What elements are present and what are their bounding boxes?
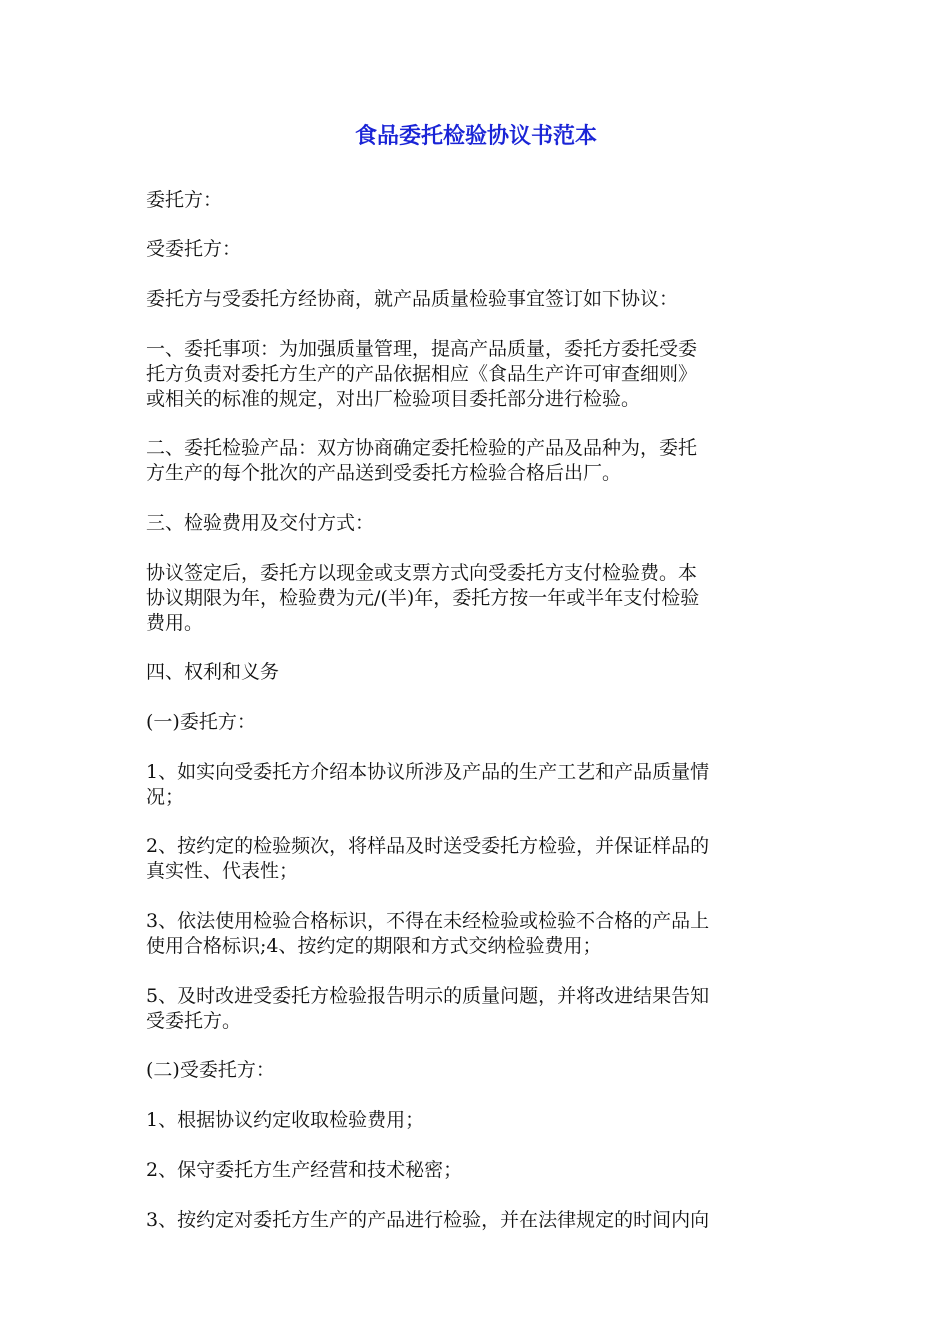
paragraph-trustee-heading: (二)受委托方： [146,1059,275,1081]
paragraph-fee-terms: 协议签定后，委托方以现金或支票方式向受委托方支付检验费。本 协议期限为年，检验费为元/(半)年，委托方按一年或半年支付检验 费用。 [146,562,700,634]
paragraph-trustee: 受委托方： [146,238,242,260]
paragraph-client: 委托方： [146,189,223,211]
paragraph-section-3: 三、检验费用及交付方式： [146,512,375,534]
paragraph-client-heading: (一)委托方： [146,711,256,733]
paragraph-trustee-duty-2: 2、保守委托方生产经营和技术秘密； [146,1159,463,1181]
paragraph-client-duty-3-4: 3、依法使用检验合格标识，不得在未经检验或检验不合格的产品上 使用合格标识;4、按约定的期限和方式交纳检验费用； [146,910,710,957]
paragraph-trustee-duty-3: 3、按约定对委托方生产的产品进行检验，并在法律规定的时间内向 [146,1209,710,1231]
paragraph-intro: 委托方与受委托方经协商，就产品质量检验事宜签订如下协议： [146,288,679,310]
paragraph-client-duty-1: 1、如实向受委托方介绍本协议所涉及产品的生产工艺和产品质量情 况； [146,761,710,808]
paragraph-client-duty-2: 2、按约定的检验频次，将样品及时送受委托方检验，并保证样品的 真实性、代表性； [146,835,710,882]
paragraph-section-1: 一、委托事项：为加强质量管理，提高产品质量，委托方委托受委 托方负责对委托方生产的产品依据相应《食品生产许可审查细则》 或相关的标准的规定，对出厂检验项目委托部分进行检验。 [146,338,698,410]
paragraph-trustee-duty-1: 1、根据协议约定收取检验费用； [146,1109,425,1131]
paragraph-section-4: 四、权利和义务 [146,661,280,683]
document-title: 食品委托检验协议书范本 [354,124,597,149]
paragraph-section-2: 二、委托检验产品：双方协商确定委托检验的产品及品种为，委托 方生产的每个批次的产品送到受委托方检验合格后出厂。 [146,437,698,484]
paragraph-client-duty-5: 5、及时改进受委托方检验报告明示的质量问题，并将改进结果告知 受委托方。 [146,985,710,1032]
